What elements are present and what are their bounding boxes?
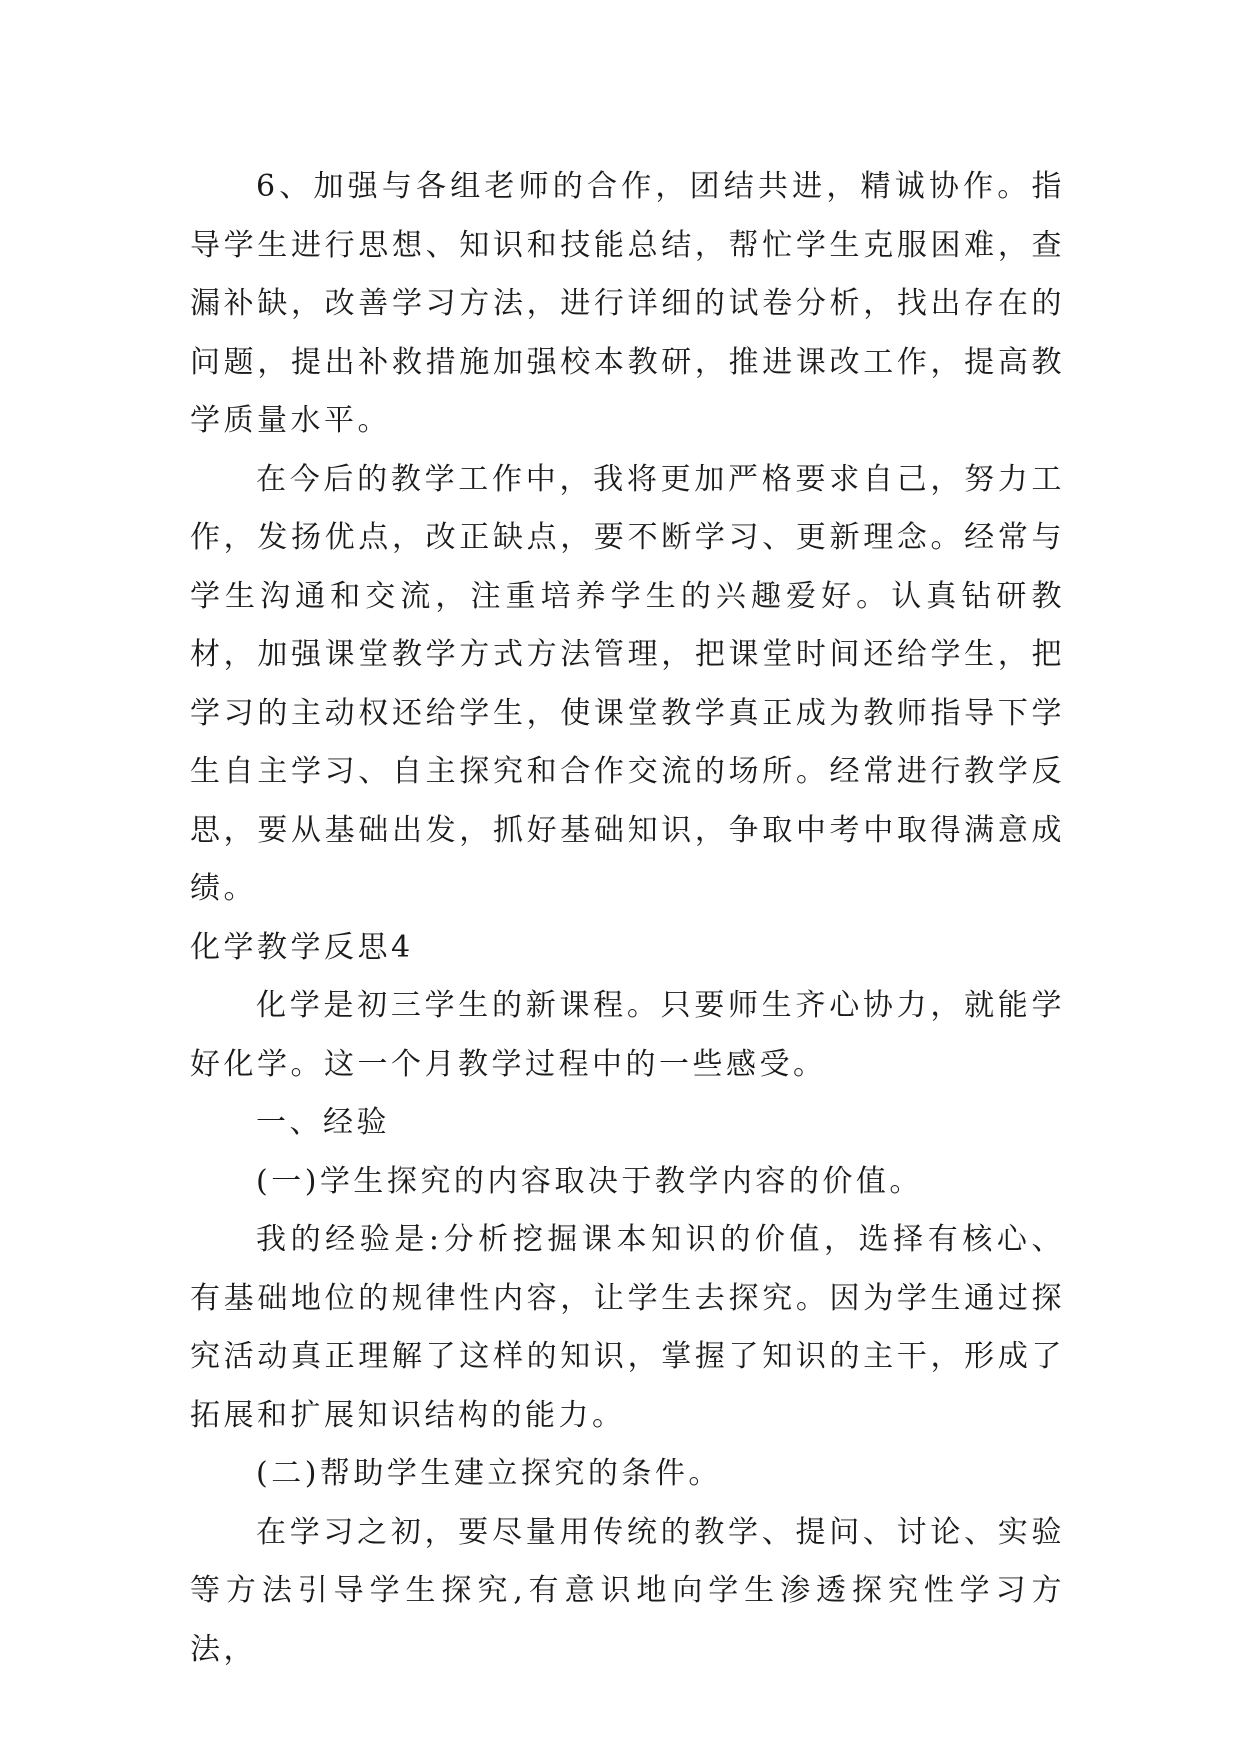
paragraph-learning-start: 在学习之初，要尽量用传统的教学、提问、讨论、实验等方法引导学生探究,有意识地向学生渗透探究性学习方法， [190,1514,1065,1667]
paragraph-future-work: 在今后的教学工作中，我将更加严格要求自己，努力工作，发扬优点，改正缺点，要不断学习、更新理念。经常与学生沟通和交流，注重培养学生的兴趣爱好。认真钻研教材，加强课堂教学方式方法管理，把课堂时间还给学生，把学习的主动权还给学生，使课堂教学真正成为教师指导下学生自主学习、自主探究和合作交流的场所。经常进行教学反思，要从基础出发，抓好基础知识，争取中考中取得满意成绩。 [190,461,1065,906]
section-heading-reflection-4: 化学教学反思4 [190,929,414,965]
subheading-experience: 一、经验 [256,1105,390,1140]
document-page [190,158,1065,1679]
paragraph-chemistry-intro: 化学是初三学生的新课程。只要师生齐心协力，就能学好化学。这一个月教学过程中的一些感受。 [190,988,1065,1082]
paragraph-my-experience: 我的经验是:分析挖掘课本知识的价值，选择有核心、有基础地位的规律性内容，让学生去探究。因为学生通过探究活动真正理解了这样的知识，掌握了知识的主干，形成了拓展和扩展知识结构的能力。 [190,1222,1065,1433]
paragraph-cooperation: 6、加强与各组老师的合作，团结共进，精诚协作。指导学生进行思想、知识和技能总结，帮忙学生克服困难，查漏补缺，改善学习方法，进行详细的试卷分析，找出存在的问题，提出补救措施加强校本教研，推进课改工作，提高教学质量水平。 [190,169,1065,438]
subheading-inquiry-content: (一)学生探究的内容取决于教学内容的价值。 [256,1163,923,1199]
subheading-inquiry-conditions: (二)帮助学生建立探究的条件。 [256,1456,722,1491]
